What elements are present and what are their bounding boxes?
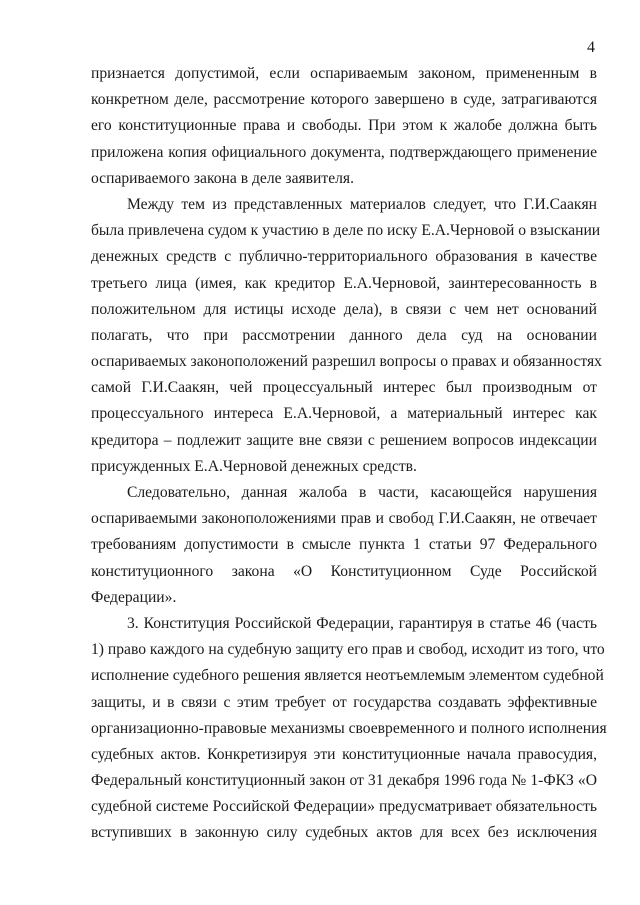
text-line: 3. Конституция Российской Федерации, гарантируя в статье 46 (часть [127,614,597,632]
text-line: конкретном деле, рассмотрение которого завершено в суде, затрагиваются [91,91,597,109]
text-line: самой Г.И.Саакян, чей процессуальный интерес был производным от [91,379,597,397]
text-line: приложена копия официального документа, подтверждающего применение [91,143,597,161]
text-line: присужденных Е.А.Черновой денежных средств. [91,457,417,475]
text-line: организационно-правовые механизмы своевременного и полного исполнения [91,719,607,737]
body-text [91,61,607,847]
text-line: Между тем из представленных материалов следует, что Г.И.Саакян [127,195,597,213]
text-line: судебных актов. Конкретизируя эти конституционные начала правосудия, [91,745,597,763]
text-line: оспариваемыми законоположениями прав и свобод Г.И.Саакян, не отвечает [91,510,597,528]
text-line: Федерации». [91,588,177,606]
text-line: кредитора – подлежит защите вне связи с решением вопросов индексации [91,431,597,449]
text-line: была привлечена судом к участию в деле по иску Е.А.Черновой о взыскании [91,222,601,240]
text-line: положительном для истицы исходе дела), в связи с чем нет оснований [91,300,597,318]
text-line: денежных средств с публично-территориального образования в качестве [91,248,597,266]
text-line: полагать, что при рассмотрении данного дела суд на основании [91,326,597,344]
text-line: его конституционные права и свободы. При этом к жалобе должна быть [91,117,597,135]
text-line: защиты, и в связи с этим требует от государства создавать эффективные [91,693,597,711]
text-line: конституционного закона «О Конституционном Суде Российской [91,562,597,580]
text-line: 1) право каждого на судебную защиту его прав и свобод, исходит из того, что [91,641,605,659]
text-line: судебной системе Российской Федерации» предусматривает обязательность [91,798,597,816]
text-line: исполнение судебного решения является неотъемлемым элементом судебной [91,667,604,685]
text-line: третьего лица (имея, как кредитор Е.А.Черновой, заинтересованность в [91,274,597,292]
text-line: Следовательно, данная жалоба в части, касающейся нарушения [127,484,597,501]
text-line: требованиям допустимости в смысле пункта 1 статьи 97 Федерального [91,536,597,554]
text-line: Федеральный конституционный закон от 31 декабря 1996 года № 1-ФКЗ «О [91,772,597,790]
text-line: оспариваемых законоположений разрешил вопросы о правах и обязанностях [91,353,602,371]
page-number: 4 [587,39,595,56]
text-line: признается допустимой, если оспариваемым законом, примененным в [91,65,597,82]
text-line: процессуального интереса Е.А.Черновой, а материальный интерес как [91,405,597,423]
text-line: вступивших в законную силу судебных актов для всех без исключения [91,824,597,842]
text-line: оспариваемого закона в деле заявителя. [91,169,354,187]
